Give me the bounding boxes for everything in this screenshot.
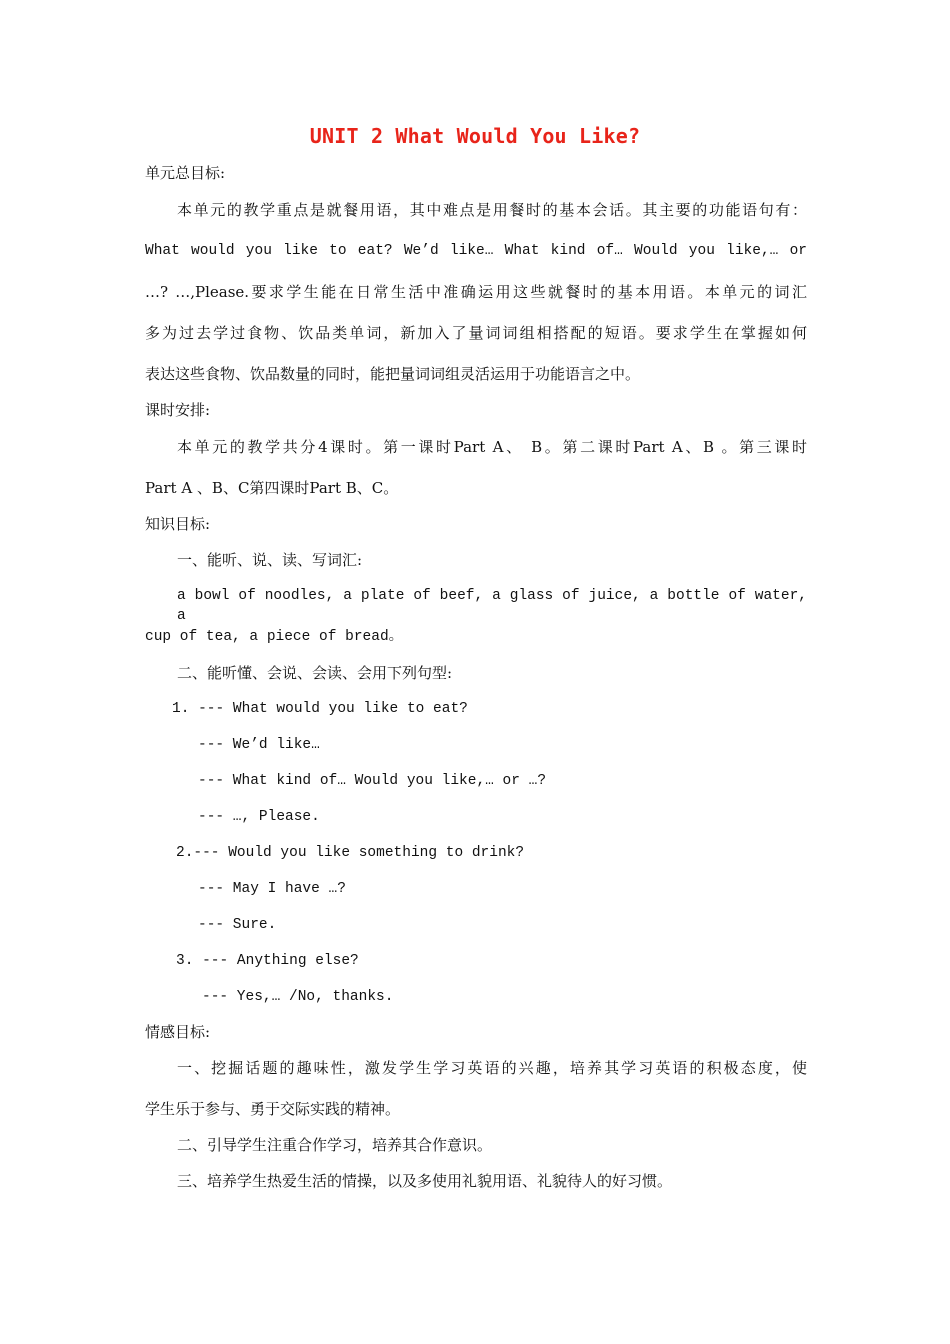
sentence-2a: 2.--- Would you like something to drink? [176,845,525,861]
goal-paragraph-line-3: …? …,Please.要求学生能在日常生活中准确运用这些就餐时的基本用语。本单元的词汇 [145,283,807,301]
sentence-1a: 1. --- What would you like to eat? [172,701,468,717]
emotion-heading: 情感目标: [145,1023,211,1041]
sentence-1d: --- …, Please. [198,809,320,825]
goal-paragraph-line-2: What would you like to eat? We’d like… What kind of… Would you like,… or [145,243,807,259]
vocab-line-2: cup of tea, a piece of bread。 [145,629,404,645]
sentence-1c: --- What kind of… Would you like,… or …? [198,773,547,789]
unit-title: UNIT 2 What Would You Like? [309,124,641,148]
goal-paragraph-line-4: 多为过去学过食物、饮品类单词，新加入了量词词组相搭配的短语。要求学生在掌握如何 [145,324,807,342]
sentence-1b: --- We’d like… [198,737,320,753]
knowledge-heading: 知识目标: [145,515,211,533]
schedule-line-2: Part A 、B、C第四课时Part B、C。 [145,479,399,497]
sentence-3a: 3. --- Anything else? [176,953,359,969]
schedule-line-1: 本单元的教学共分4课时。第一课时Part A、 B。第二课时Part A、B 。第三课时 [177,438,807,456]
vocab-heading: 一、能听、说、读、写词汇: [177,551,363,569]
vocab-line-1: a bowl of noodles, a plate of beef, a glass of juice, a bottle of water, a [177,588,807,624]
emotion-1-line-2: 学生乐于参与、勇于交际实践的精神。 [145,1100,401,1118]
sentence-3b: --- Yes,… /No, thanks. [202,989,394,1005]
sentence-2c: --- Sure. [198,917,277,933]
goal-paragraph-line-1: 本单元的教学重点是就餐用语，其中难点是用餐时的基本会话。其主要的功能语句有： [177,201,807,219]
emotion-2: 二、引导学生注重合作学习，培养其合作意识。 [177,1136,493,1154]
schedule-heading: 课时安排: [145,401,211,419]
emotion-3: 三、培养学生热爱生活的情操，以及多使用礼貌用语、礼貌待人的好习惯。 [177,1172,673,1190]
sentence-heading: 二、能听懂、会说、会读、会用下列句型: [177,664,453,682]
goal-paragraph-line-5: 表达这些食物、饮品数量的同时，能把量词词组灵活运用于功能语言之中。 [145,365,641,383]
sentence-2b: --- May I have …? [198,881,346,897]
goal-heading: 单元总目标: [145,164,226,182]
emotion-1-line-1: 一、挖掘话题的趣味性，激发学生学习英语的兴趣，培养其学习英语的积极态度，使 [177,1059,807,1077]
